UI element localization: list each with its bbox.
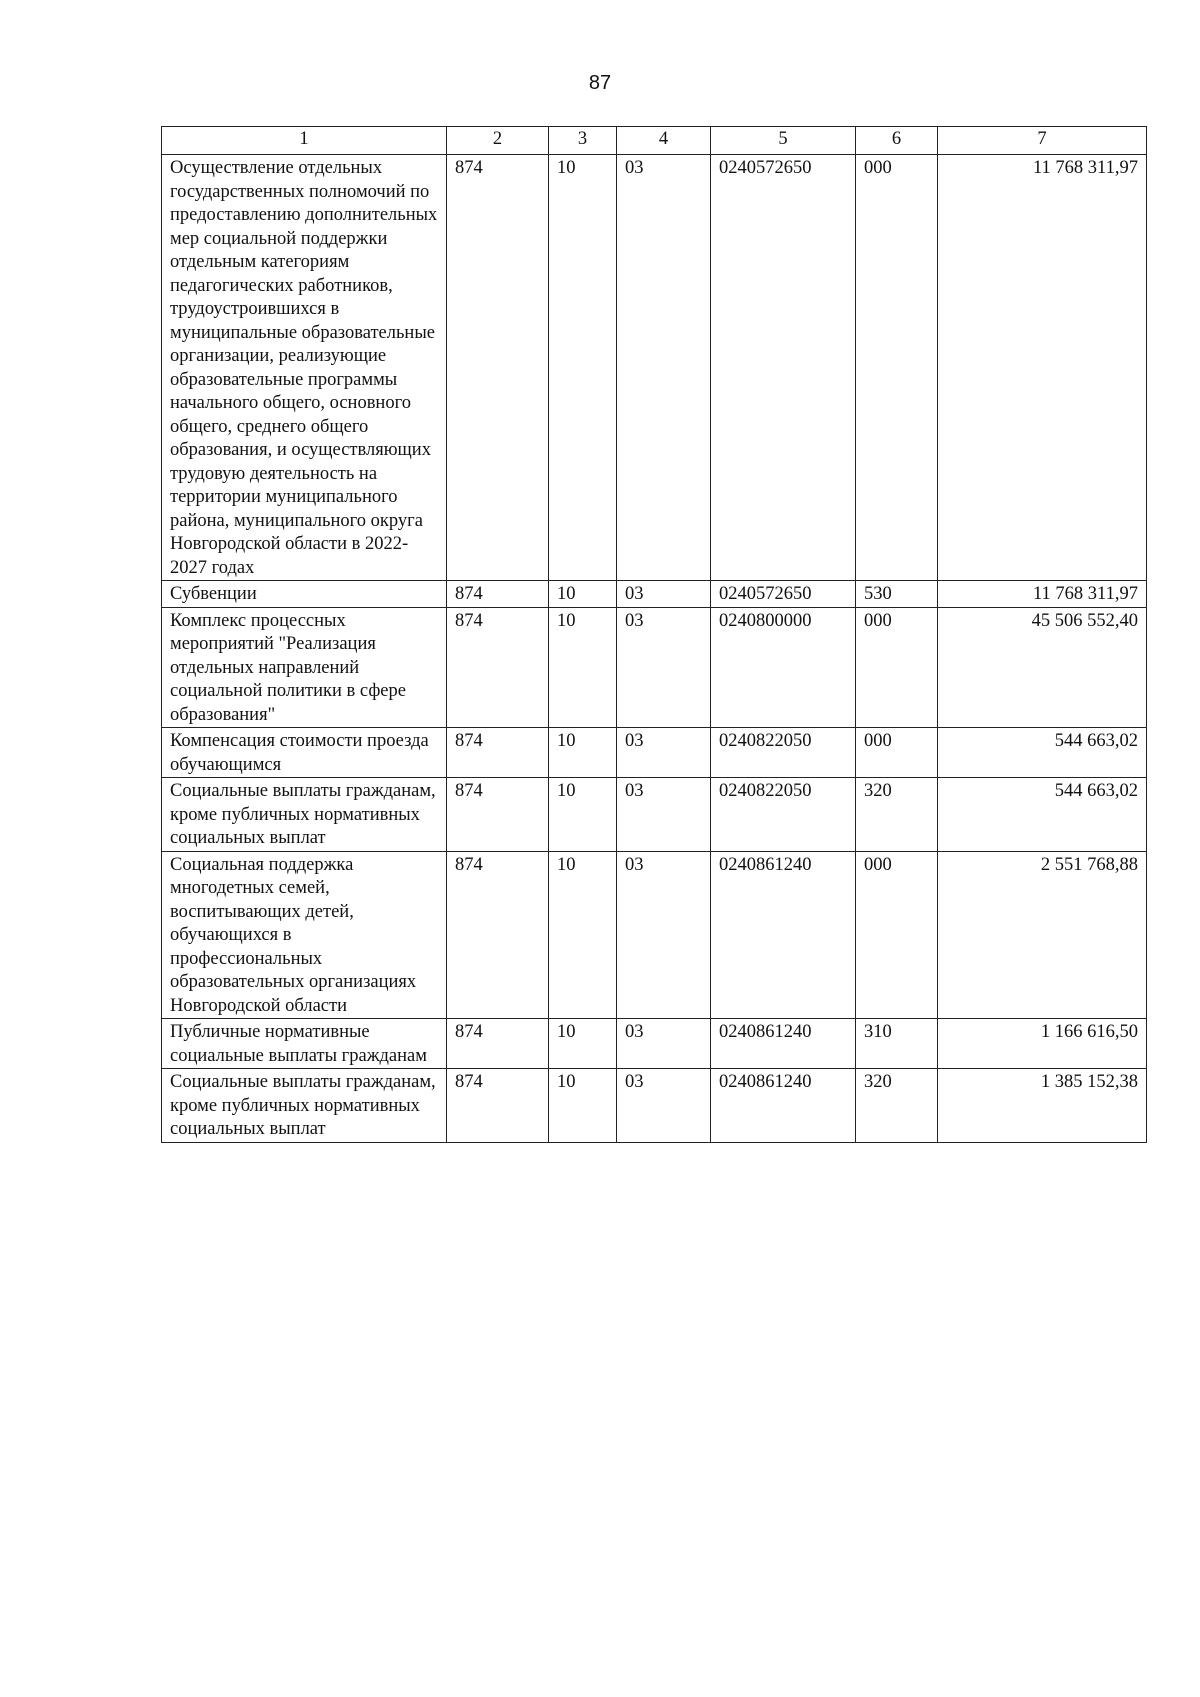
column-header: 6 bbox=[856, 127, 938, 155]
table-row bbox=[162, 607, 1147, 728]
cell-amount: 2 551 768,88 bbox=[938, 851, 1147, 1019]
cell-col5: 0240861240 bbox=[711, 851, 856, 1019]
cell-col5: 0240861240 bbox=[711, 1019, 856, 1069]
cell-col6: 310 bbox=[856, 1019, 938, 1069]
cell-col4: 03 bbox=[617, 1069, 711, 1143]
row-description: Компенсация стоимости проезда обучающимся bbox=[162, 728, 447, 778]
cell-col6: 320 bbox=[856, 1069, 938, 1143]
cell-col3: 10 bbox=[549, 1019, 617, 1069]
table-row bbox=[162, 728, 1147, 778]
cell-col5: 0240572650 bbox=[711, 155, 856, 581]
cell-col2: 874 bbox=[447, 155, 549, 581]
cell-col6: 000 bbox=[856, 607, 938, 728]
cell-col3: 10 bbox=[549, 155, 617, 581]
cell-col3: 10 bbox=[549, 607, 617, 728]
cell-col5: 0240822050 bbox=[711, 778, 856, 852]
budget-table bbox=[161, 126, 1147, 1143]
cell-col3: 10 bbox=[549, 778, 617, 852]
column-header: 1 bbox=[162, 127, 447, 155]
row-description: Социальные выплаты гражданам, кроме публичных нормативных социальных выплат bbox=[162, 1069, 447, 1143]
column-header: 7 bbox=[938, 127, 1147, 155]
cell-col4: 03 bbox=[617, 1019, 711, 1069]
row-description: Субвенции bbox=[162, 581, 447, 608]
table-row bbox=[162, 1069, 1147, 1143]
cell-col3: 10 bbox=[549, 581, 617, 608]
cell-amount: 544 663,02 bbox=[938, 728, 1147, 778]
cell-col5: 0240800000 bbox=[711, 607, 856, 728]
cell-amount: 1 166 616,50 bbox=[938, 1019, 1147, 1069]
table-row bbox=[162, 851, 1147, 1019]
page-number: 87 bbox=[588, 72, 612, 94]
cell-col4: 03 bbox=[617, 155, 711, 581]
cell-col3: 10 bbox=[549, 1069, 617, 1143]
cell-col6: 000 bbox=[856, 851, 938, 1019]
column-header: 3 bbox=[549, 127, 617, 155]
row-description: Публичные нормативные социальные выплаты гражданам bbox=[162, 1019, 447, 1069]
table-row bbox=[162, 155, 1147, 581]
cell-col5: 0240822050 bbox=[711, 728, 856, 778]
cell-col4: 03 bbox=[617, 728, 711, 778]
cell-col2: 874 bbox=[447, 581, 549, 608]
table-row bbox=[162, 778, 1147, 852]
cell-col4: 03 bbox=[617, 851, 711, 1019]
cell-amount: 11 768 311,97 bbox=[938, 581, 1147, 608]
cell-col4: 03 bbox=[617, 778, 711, 852]
row-description: Социальные выплаты гражданам, кроме публичных нормативных социальных выплат bbox=[162, 778, 447, 852]
table-row bbox=[162, 581, 1147, 608]
cell-col2: 874 bbox=[447, 851, 549, 1019]
cell-col4: 03 bbox=[617, 581, 711, 608]
row-description: Социальная поддержка многодетных семей, воспитывающих детей, обучающихся в профессиональных образовательных организациях Новгородской области bbox=[162, 851, 447, 1019]
row-description: Осуществление отдельных государственных полномочий по предоставлению дополнительных мер социальной поддержки отдельным категориям педагогических работников, трудоустроившихся в муниципальные образовательные организации, реализующие образовательные программы начального общего, основного общего, среднего общего образования, и осуществляющих трудовую деятельность на территории муниципального района, муниципального округа Новгородской области в 2022-2027 годах bbox=[162, 155, 447, 581]
cell-amount: 45 506 552,40 bbox=[938, 607, 1147, 728]
row-description: Комплекс процессных мероприятий "Реализация отдельных направлений социальной политики в сфере образования" bbox=[162, 607, 447, 728]
column-header: 4 bbox=[617, 127, 711, 155]
cell-col6: 320 bbox=[856, 778, 938, 852]
cell-col2: 874 bbox=[447, 1069, 549, 1143]
cell-col6: 000 bbox=[856, 728, 938, 778]
table-header-row bbox=[162, 127, 1147, 155]
cell-col5: 0240572650 bbox=[711, 581, 856, 608]
cell-col3: 10 bbox=[549, 728, 617, 778]
cell-amount: 544 663,02 bbox=[938, 778, 1147, 852]
column-header: 5 bbox=[711, 127, 856, 155]
cell-col2: 874 bbox=[447, 728, 549, 778]
cell-col2: 874 bbox=[447, 1019, 549, 1069]
cell-col6: 000 bbox=[856, 155, 938, 581]
table-row bbox=[162, 1019, 1147, 1069]
column-header: 2 bbox=[447, 127, 549, 155]
cell-amount: 1 385 152,38 bbox=[938, 1069, 1147, 1143]
cell-amount: 11 768 311,97 bbox=[938, 155, 1147, 581]
cell-col4: 03 bbox=[617, 607, 711, 728]
cell-col2: 874 bbox=[447, 607, 549, 728]
cell-col2: 874 bbox=[447, 778, 549, 852]
cell-col6: 530 bbox=[856, 581, 938, 608]
cell-col5: 0240861240 bbox=[711, 1069, 856, 1143]
cell-col3: 10 bbox=[549, 851, 617, 1019]
